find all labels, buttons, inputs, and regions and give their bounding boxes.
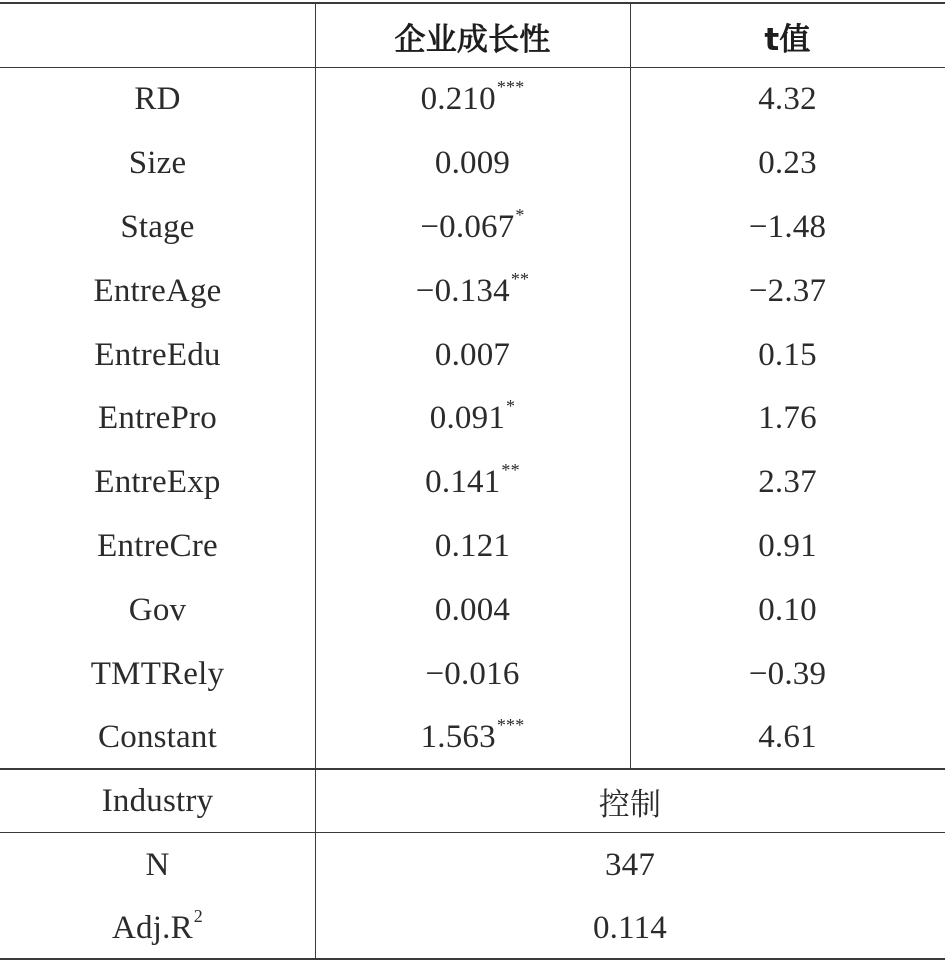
coefficient-value: 0.009: [434, 145, 511, 182]
column-divider-1: [315, 4, 316, 958]
coefficient-value: 0.210: [420, 81, 496, 118]
industry-label: Industry: [101, 782, 214, 819]
coefficient-value: −0.134: [415, 272, 510, 309]
significance-stars: ***: [496, 715, 525, 736]
body-rule: [0, 768, 945, 770]
variable-name: Gov: [128, 591, 187, 628]
coefficient-value: 0.004: [434, 591, 511, 628]
coefficient-value: 0.091: [429, 400, 506, 437]
adj-r2-label: [0, 897, 315, 959]
t-value: 0.91: [758, 527, 817, 564]
coefficient-value: −0.016: [425, 655, 520, 692]
top-rule: [0, 2, 945, 4]
t-value: −2.37: [748, 272, 827, 309]
variable-name: TMTRely: [90, 655, 225, 692]
t-value: −1.48: [748, 208, 827, 245]
t-value: 1.76: [758, 400, 817, 437]
t-value: 4.32: [758, 81, 817, 118]
coefficient-cell: [315, 451, 630, 515]
variable-name: EntrePro: [98, 400, 217, 437]
industry-value: 控制: [598, 786, 662, 823]
variable-name: EntreExp: [94, 464, 221, 501]
coefficient-cell: [315, 196, 630, 260]
coefficient-value: 0.007: [434, 336, 511, 373]
significance-stars: *: [506, 396, 516, 417]
significance-stars: ***: [496, 77, 525, 98]
coefficient-cell: [315, 132, 630, 196]
variable-name: EntreCre: [97, 527, 218, 564]
t-value: 0.15: [758, 336, 817, 373]
coefficient-cell: [315, 68, 630, 132]
coefficient-value: 0.121: [434, 527, 511, 564]
bottom-rule: [0, 958, 945, 960]
t-value: 4.61: [758, 719, 817, 756]
header-growth: 企业成长性: [394, 21, 551, 58]
adj-r2-superscript: 2: [193, 905, 203, 926]
variable-name: Stage: [120, 208, 195, 245]
variable-name: EntreAge: [93, 272, 222, 309]
header-t-value: t值: [764, 21, 811, 58]
coefficient-cell: [315, 706, 630, 770]
coefficient-cell: [315, 642, 630, 706]
t-value: 2.37: [758, 464, 817, 501]
adj-r2-label-text: Adj.R: [112, 909, 193, 946]
coefficient-cell: [315, 259, 630, 323]
coefficient-cell: [315, 387, 630, 451]
significance-stars: **: [501, 460, 520, 481]
n-label: N: [145, 846, 170, 883]
n-value: 347: [604, 846, 656, 883]
adj-r2-value: 0.114: [592, 909, 668, 946]
significance-stars: *: [515, 204, 525, 225]
variable-name: Size: [128, 145, 187, 182]
coefficient-cell: [315, 323, 630, 387]
significance-stars: **: [510, 268, 530, 289]
industry-rule: [0, 832, 945, 833]
header-empty-cell: [0, 4, 315, 68]
column-divider-2: [630, 4, 631, 768]
coefficient-value: 0.141: [425, 464, 501, 501]
coefficient-cell: [315, 515, 630, 579]
variable-name: EntreEdu: [94, 336, 221, 373]
coefficient-value: 1.563: [420, 719, 496, 756]
t-value: −0.39: [748, 655, 827, 692]
t-value: 0.10: [758, 591, 817, 628]
t-value: 0.23: [758, 145, 817, 182]
variable-name: RD: [134, 81, 181, 118]
variable-name: Constant: [98, 719, 217, 756]
header-rule: [0, 67, 945, 68]
coefficient-cell: [315, 578, 630, 642]
coefficient-value: −0.067: [420, 208, 515, 245]
